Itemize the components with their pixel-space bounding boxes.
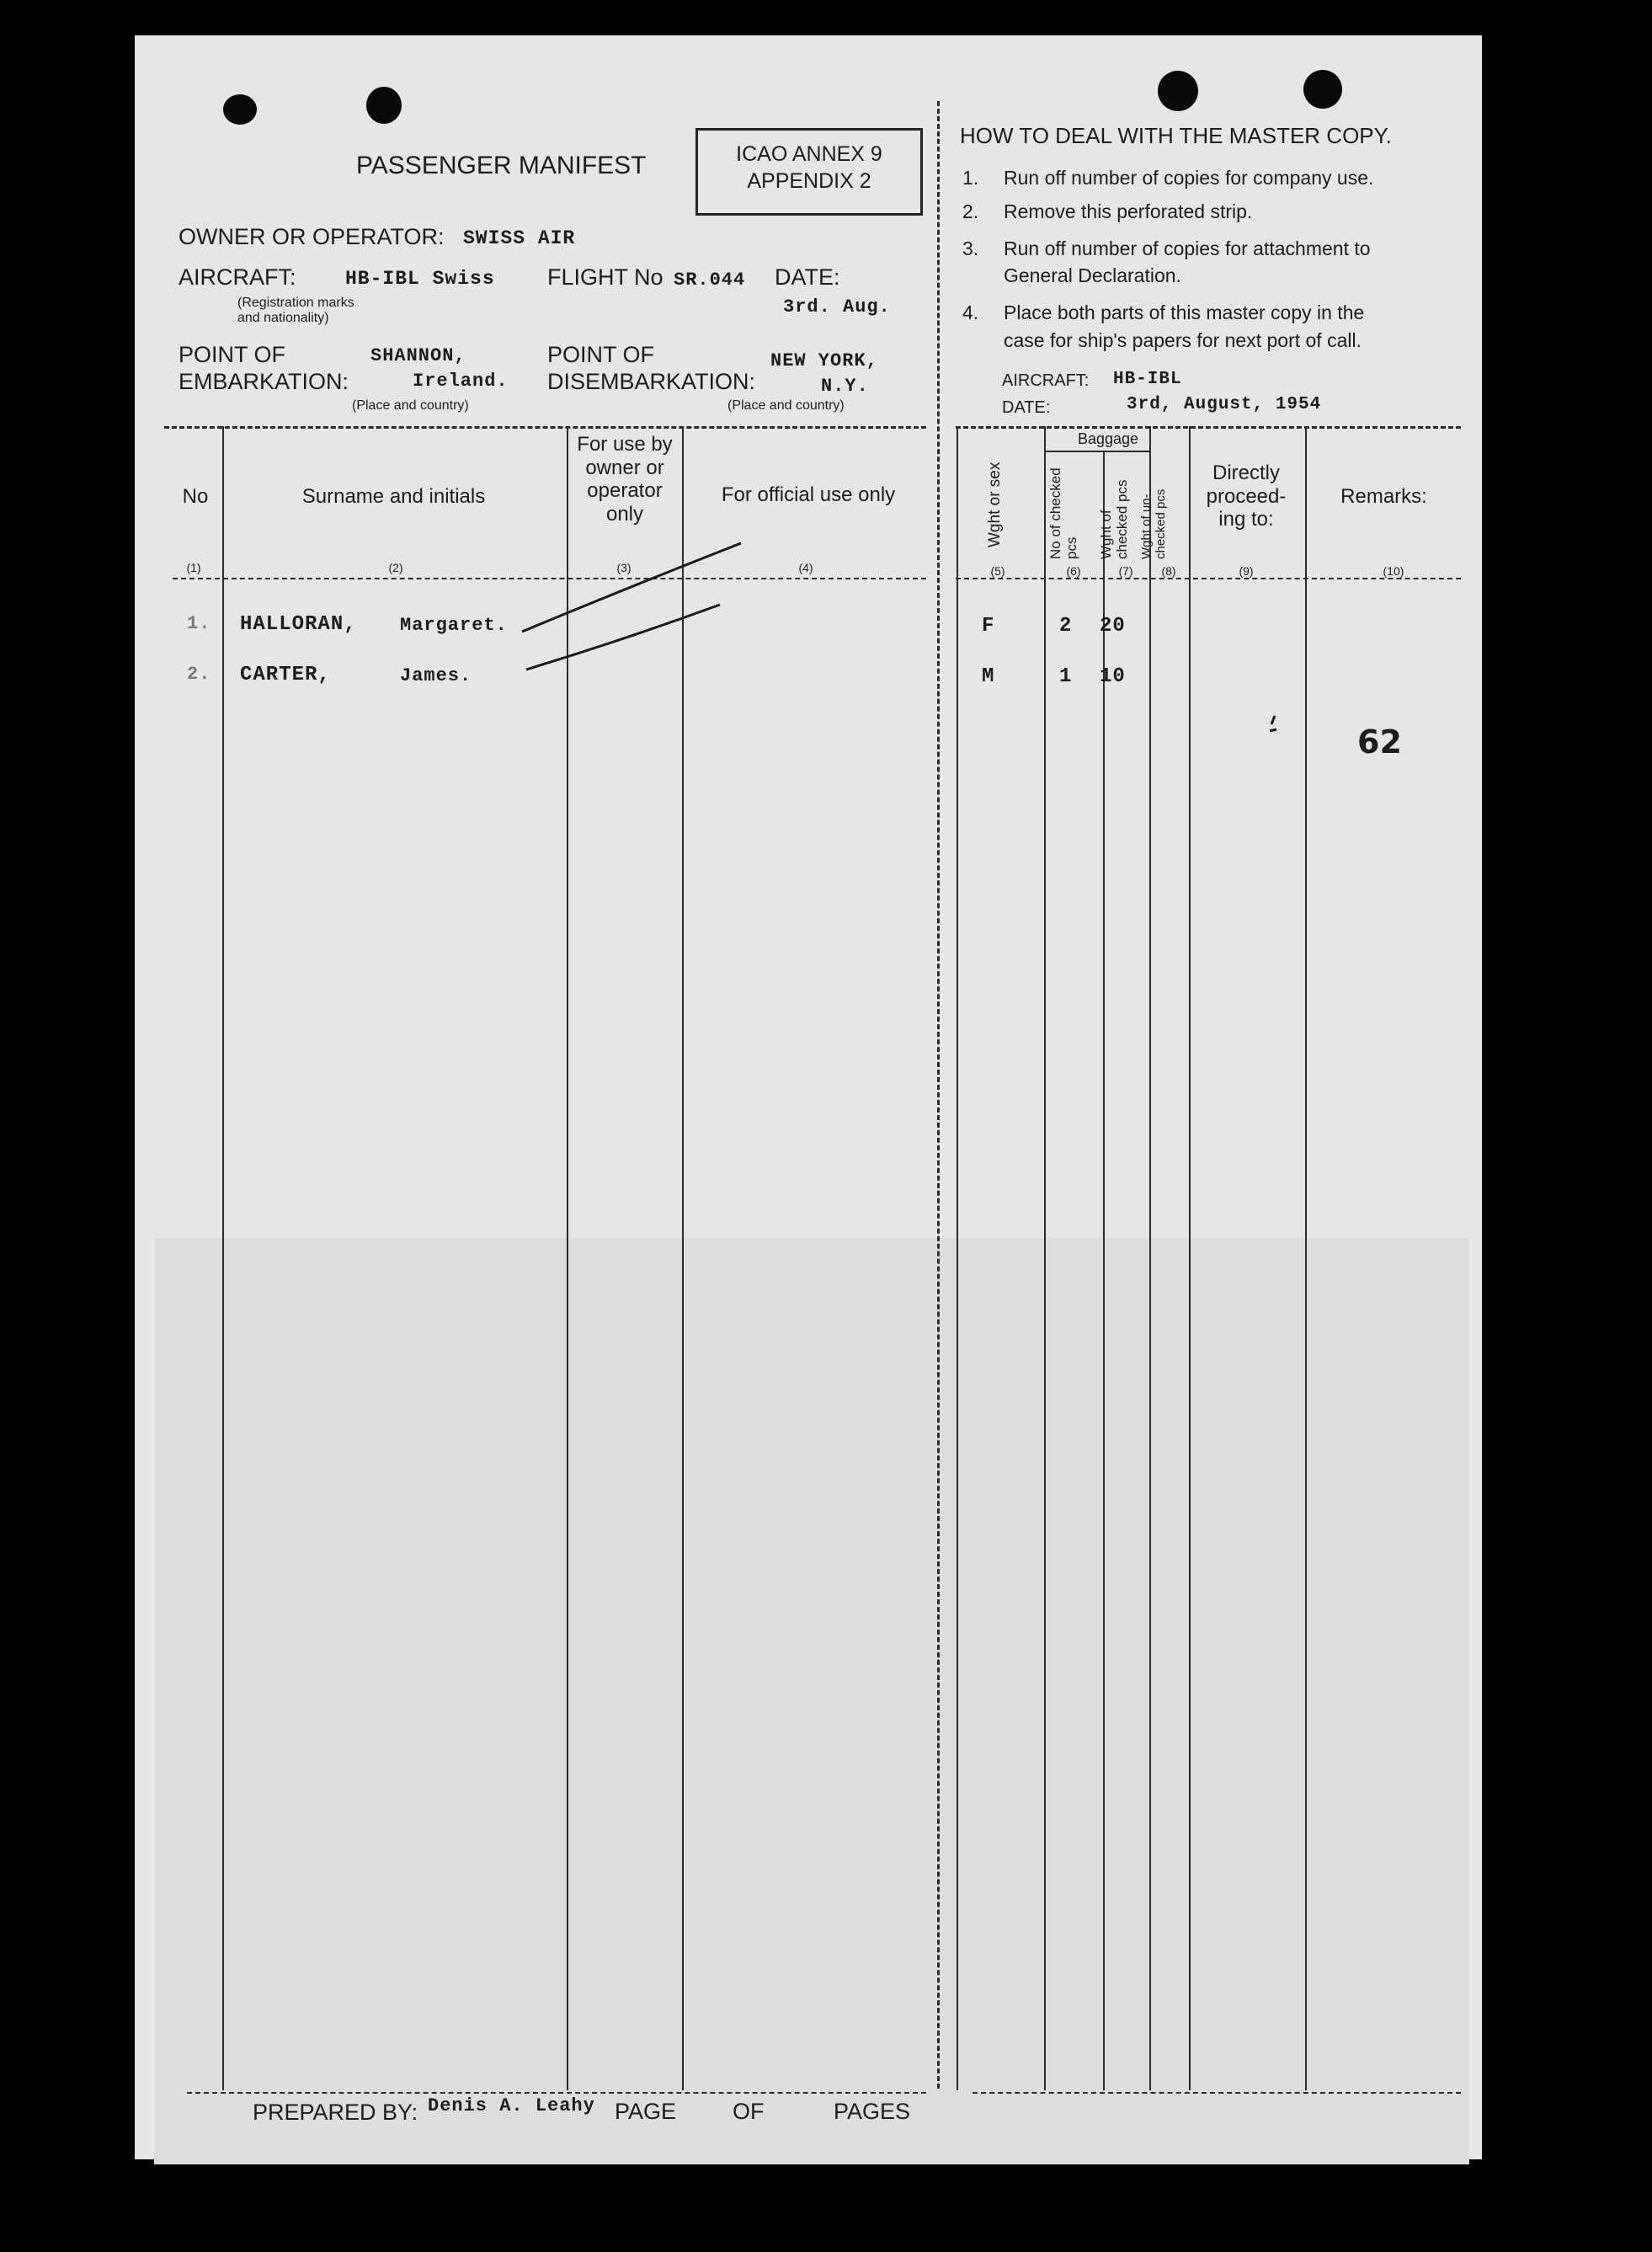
pod-label2: DISEMBARKATION:	[547, 369, 756, 394]
col-num-7: (7)	[1118, 564, 1133, 578]
instruction-2-text: Remove this perforated strip.	[1004, 200, 1253, 222]
flight-label: FLIGHT No	[547, 264, 663, 290]
col-num-8: (8)	[1161, 564, 1176, 578]
annex-line1: ICAO ANNEX 9	[736, 142, 882, 166]
passenger-sex: F	[982, 615, 995, 638]
passenger-sex: M	[982, 665, 995, 688]
prepared-value: Denis A. Leahy	[428, 2095, 595, 2116]
poe-value1: SHANNON,	[370, 345, 466, 366]
passenger-initials: Margaret.	[400, 615, 508, 636]
passenger-surname: HALLORAN,	[240, 613, 357, 636]
of-label: OF	[733, 2099, 765, 2124]
instruction-4-num: 4.	[962, 302, 979, 323]
poe-label1: POINT OF	[179, 342, 286, 367]
instruction-3-num: 3.	[962, 237, 979, 259]
aircraft-value: HB-IBL Swiss	[345, 268, 495, 290]
pages-label: PAGES	[834, 2099, 911, 2124]
col-unchecked-wght-header: Wght of un-checked pcs	[1139, 488, 1168, 559]
passenger-surname: CARTER,	[240, 664, 331, 686]
inst-aircraft-label: AIRCRAFT:	[1002, 371, 1090, 390]
inst-aircraft-value: HB-IBL	[1113, 370, 1182, 389]
baggage-header: Baggage	[1078, 430, 1139, 447]
poe-label2: EMBARKATION:	[179, 369, 349, 394]
prepared-label: PREPARED BY:	[253, 2100, 418, 2125]
col-surname-header: Surname and initials	[301, 485, 486, 508]
passenger-no: 1.	[187, 613, 211, 634]
inst-date-label: DATE:	[1002, 398, 1051, 417]
flight-value: SR.044	[674, 269, 746, 291]
col-no-header: No	[182, 485, 209, 508]
poe-note: (Place and country)	[352, 398, 469, 413]
col-checked-wght-header: Wght of checked pcs	[1098, 479, 1130, 559]
col-checked-pcs-header: No of checked pcs	[1047, 467, 1079, 559]
col-official-header: For official use only	[721, 483, 896, 506]
col-num-1: (1)	[186, 561, 201, 574]
passenger-initials: James.	[400, 665, 472, 686]
passenger-weight: 10	[1100, 665, 1126, 688]
instruction-4-text: Place both parts of this master copy in the	[1004, 302, 1365, 323]
instruction-3-text2: General Declaration.	[1004, 264, 1181, 286]
pod-note: (Place and country)	[727, 398, 845, 413]
col-weight-sex-header: Wght or sex	[986, 462, 1004, 547]
form-title: PASSENGER MANIFEST	[356, 152, 647, 179]
inst-date-value: 3rd, August, 1954	[1127, 395, 1322, 414]
passenger-pcs: 2	[1059, 615, 1073, 638]
col-num-2: (2)	[388, 561, 403, 574]
instruction-2-num: 2.	[962, 200, 979, 222]
poe-value2: Ireland.	[413, 371, 509, 392]
page-number: 62	[1357, 723, 1402, 760]
col-remarks-header: Remarks:	[1340, 485, 1427, 508]
instructions-title: HOW TO DEAL WITH THE MASTER COPY.	[960, 123, 1392, 148]
instruction-4-text2: case for ship's papers for next port of call.	[1004, 329, 1362, 351]
aircraft-note2: and nationality)	[237, 311, 329, 325]
col-num-5: (5)	[990, 564, 1005, 578]
page-label: PAGE	[615, 2099, 677, 2124]
pod-value1: NEW YORK,	[770, 350, 878, 371]
date-value: 3rd. Aug.	[783, 296, 891, 318]
pod-value2: N.Y.	[821, 376, 869, 397]
annex-line2: APPENDIX 2	[747, 169, 871, 193]
pod-label1: POINT OF	[547, 342, 655, 367]
aircraft-note1: (Registration marks	[237, 296, 354, 310]
date-label: DATE:	[775, 264, 840, 290]
owner-value: SWISS AIR	[463, 227, 576, 249]
col-num-10: (10)	[1383, 564, 1404, 578]
col-num-9: (9)	[1239, 564, 1254, 578]
instruction-1-num: 1.	[962, 167, 979, 189]
col-owner-use-header: For use by owner or operator only	[577, 433, 673, 526]
passenger-pcs: 1	[1059, 665, 1073, 688]
col-directly-header: Directly proceed-ing to:	[1206, 462, 1287, 531]
passenger-no: 2.	[187, 664, 211, 685]
passenger-weight: 20	[1100, 615, 1126, 638]
instruction-3-text: Run off number of copies for attachment to	[1004, 237, 1371, 259]
aircraft-label: AIRCRAFT:	[179, 264, 296, 290]
col-num-3: (3)	[616, 561, 631, 574]
col-num-4: (4)	[798, 561, 813, 574]
owner-label: OWNER OR OPERATOR:	[179, 224, 445, 249]
instruction-1-text: Run off number of copies for company use.	[1004, 167, 1374, 189]
col-num-6: (6)	[1066, 564, 1081, 578]
